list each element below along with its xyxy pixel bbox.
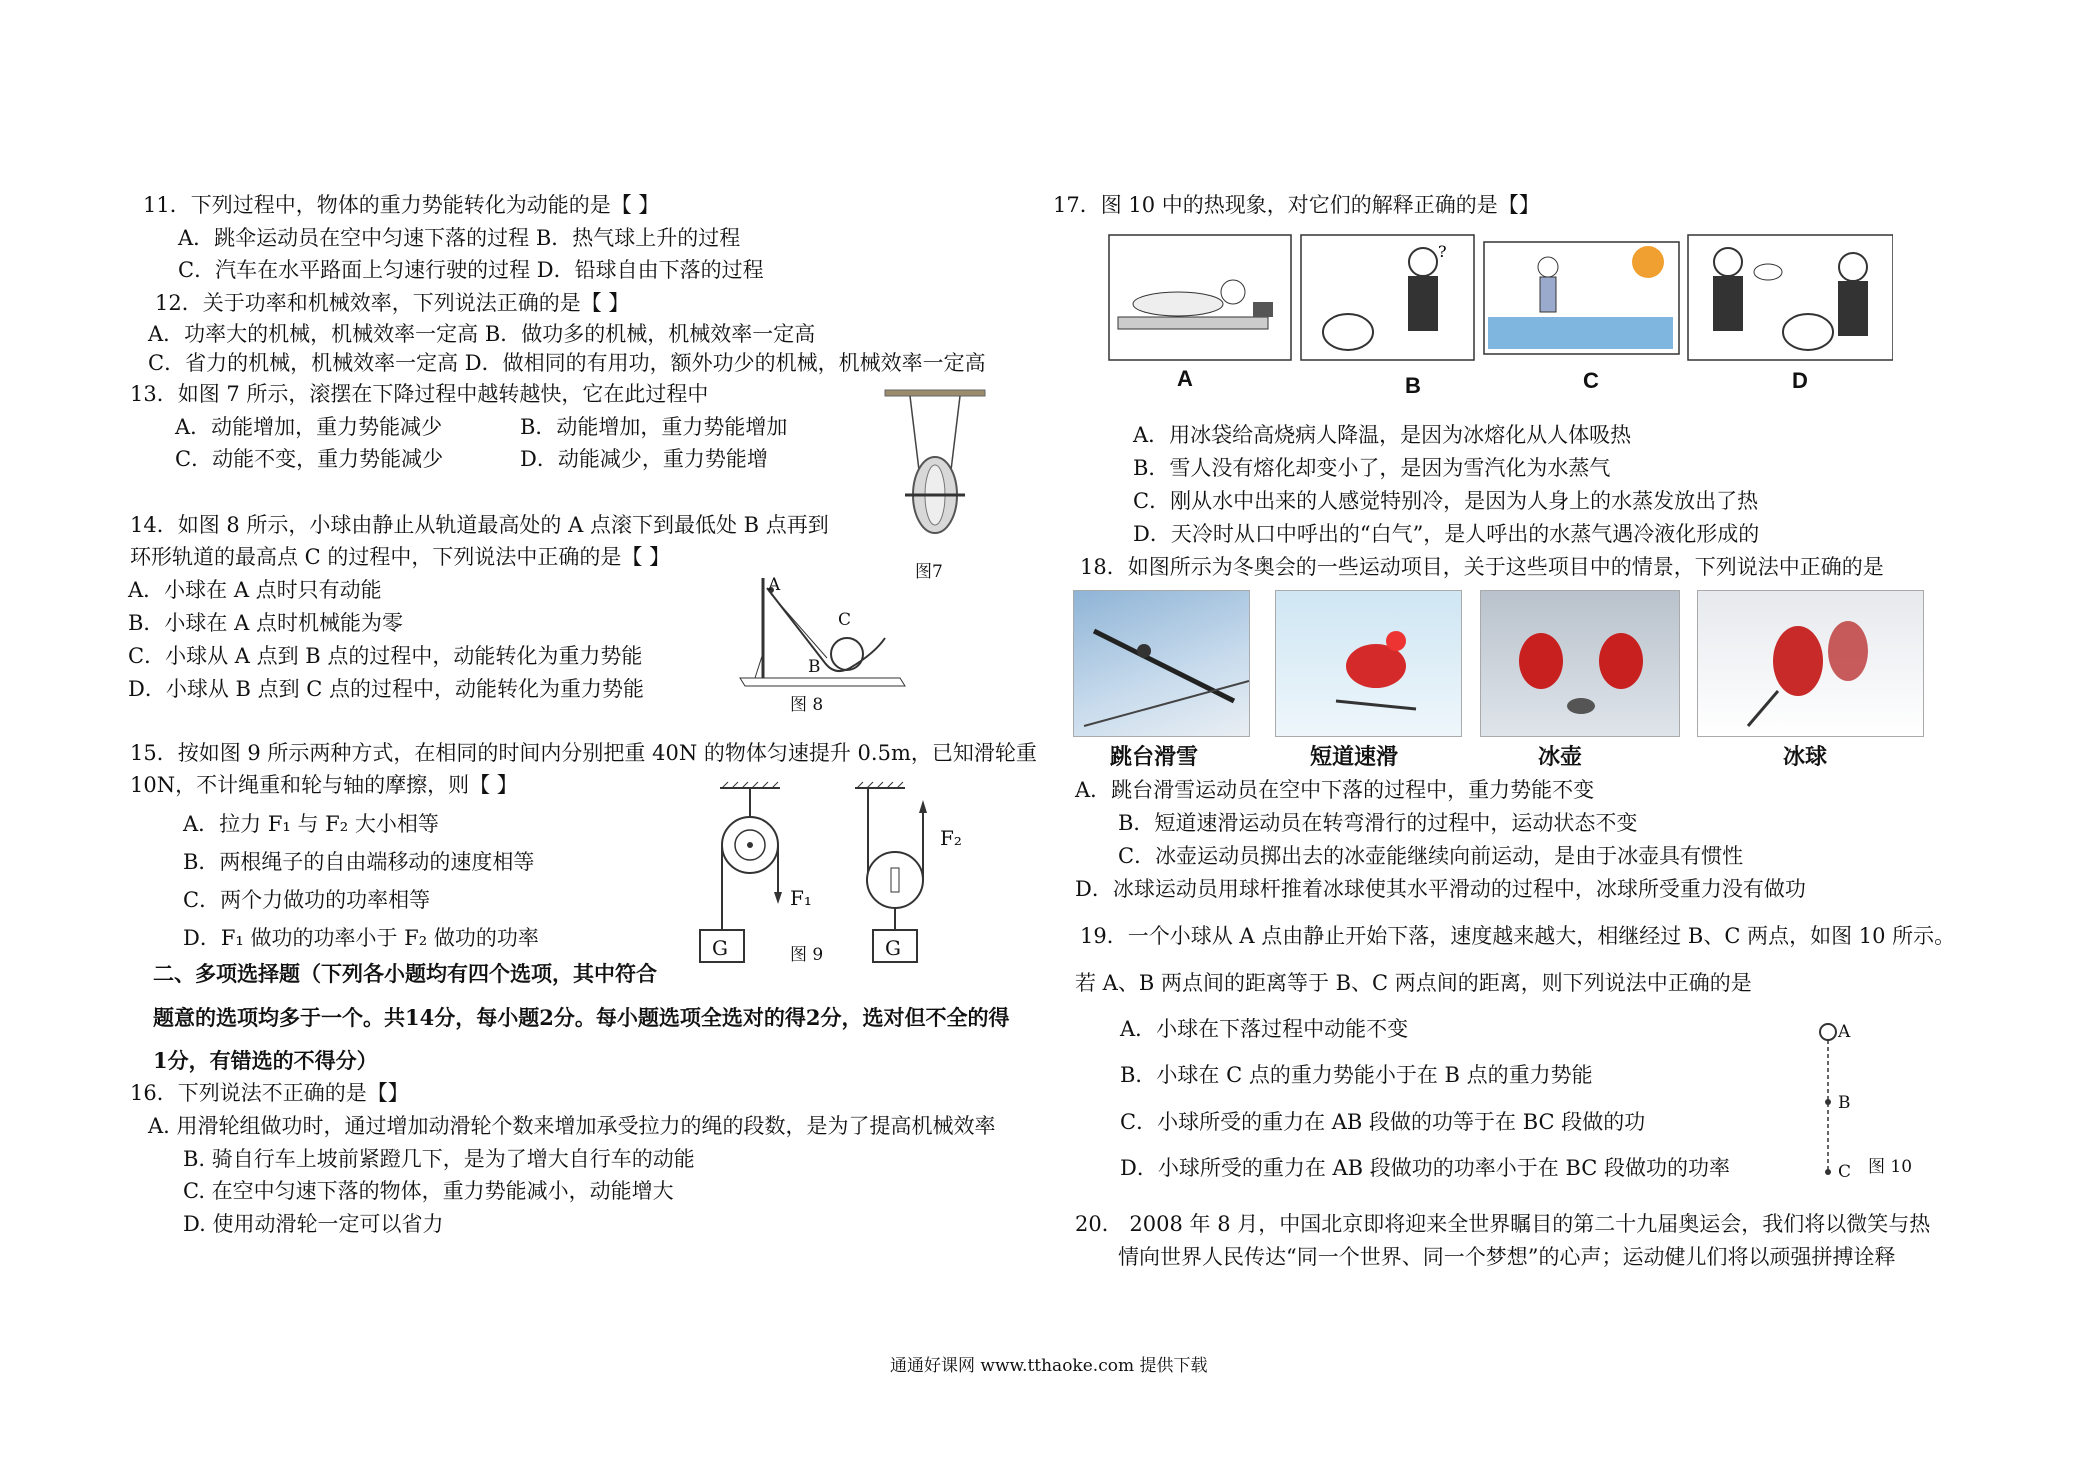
- q17-option-d: D．天冷时从口中呼出的“白气”，是人呼出的水蒸气遇冷液化形成的: [1133, 522, 1760, 546]
- figure-7-caption: 图7: [915, 562, 943, 582]
- figure-8-point-a: A: [768, 575, 781, 595]
- q14-option-d: D．小球从 B 点到 C 点的过程中，动能转化为重力势能: [128, 677, 645, 701]
- q15-option-c: C．两个力做功的功率相等: [183, 888, 431, 912]
- photo-label-curling: 冰壶: [1538, 744, 1583, 769]
- photo-label-short-track: 短道速滑: [1310, 744, 1399, 769]
- q18-option-d: D．冰球运动员用球杆推着冰球使其水平滑动的过程中，冰球所受重力没有做功: [1075, 877, 1806, 901]
- section-2-heading-line3: 1分，有错选的不得分）: [153, 1048, 378, 1073]
- figure-9-weight-left: G: [712, 936, 728, 960]
- q18-option-a: A．跳台滑雪运动员在空中下落的过程中，重力势能不变: [1075, 778, 1595, 802]
- q13-option-c: C．动能不变，重力势能减少: [175, 447, 444, 471]
- figure-9-caption: 图 9: [790, 945, 824, 965]
- q14-option-a: A．小球在 A 点时只有动能: [128, 578, 382, 602]
- q17-option-c: C．刚从水中出来的人感觉特别冷，是因为人身上的水蒸发放出了热: [1133, 489, 1759, 513]
- q12-options-ab: A．功率大的机械，机械效率一定高 B．做功多的机械，机械效率一定高: [148, 322, 816, 346]
- figure-10-point-c: C: [1838, 1162, 1852, 1182]
- q13-stem: 13．如图 7 所示，滚摆在下降过程中越转越快，它在此过程中: [130, 382, 709, 406]
- q19-stem-line2: 若 A、B 两点间的距离等于 B、C 两点间的距离，则下列说法中正确的是: [1075, 971, 1752, 995]
- figure-10-caption: 图 10: [1868, 1157, 1913, 1177]
- figure-10-point-b: B: [1838, 1093, 1851, 1113]
- q18-stem: 18．如图所示为冬奥会的一些运动项目，关于这些项目中的情景，下列说法中正确的是: [1080, 555, 1884, 579]
- svg-text:?: ?: [1438, 242, 1447, 261]
- page-footer: 通通好课网 www.tthaoke.com 提供下载: [890, 1356, 1208, 1376]
- q11-options-cd: C．汽车在水平路面上匀速行驶的过程 D．铅球自由下落的过程: [178, 258, 764, 282]
- q14-stem-line2: 环形轨道的最高点 C 的过程中，下列说法中正确的是【 】: [130, 545, 671, 569]
- q15-option-d: D．F₁ 做功的功率小于 F₂ 做功的功率: [183, 926, 539, 950]
- q15-stem-line2: 10N，不计绳重和轮与轴的摩擦，则【 】: [130, 773, 518, 797]
- q15-option-a: A．拉力 F₁ 与 F₂ 大小相等: [183, 812, 439, 836]
- q13-option-b: B．动能增加，重力势能增加: [520, 415, 788, 439]
- photo-ski-jumping: [1073, 590, 1250, 737]
- q19-option-d: D．小球所受的重力在 AB 段做功的功率小于在 BC 段做功的功率: [1120, 1156, 1731, 1180]
- q19-option-a: A．小球在下落过程中动能不变: [1120, 1017, 1409, 1041]
- figure-9-force-f2: F₂: [940, 826, 962, 850]
- figure-10-point-a: A: [1838, 1022, 1851, 1042]
- q18-option-c: C．冰壶运动员掷出去的冰壶能继续向前运动，是由于冰壶具有惯性: [1118, 844, 1744, 868]
- q20-line2: 情向世界人民传达“同一个世界、同一个梦想”的心声；运动健儿们将以顽强拼搏诠释: [1118, 1245, 1896, 1269]
- q14-option-c: C．小球从 A 点到 B 点的过程中，动能转化为重力势能: [128, 644, 643, 668]
- q16-stem: 16．下列说法不正确的是【】: [130, 1081, 409, 1105]
- section-2-heading-line2: 题意的选项均多于一个。共14分，每小题2分。每小题选项全选对的得2分，选对但不全的得: [153, 1005, 1010, 1030]
- photo-ice-hockey: [1697, 590, 1924, 737]
- q19-option-b: B．小球在 C 点的重力势能小于在 B 点的重力势能: [1120, 1063, 1593, 1087]
- q18-option-b: B．短道速滑运动员在转弯滑行的过程中，运动状态不变: [1118, 811, 1638, 835]
- q13-option-a: A．动能增加，重力势能减少: [175, 415, 443, 439]
- q14-option-b: B．小球在 A 点时机械能为零: [128, 611, 403, 635]
- q15-stem-line1: 15．按如图 9 所示两种方式，在相同的时间内分别把重 40N 的物体匀速提升 0.5m，已知滑轮重: [130, 741, 1037, 765]
- photo-label-ski-jumping: 跳台滑雪: [1110, 744, 1199, 769]
- q14-stem-line1: 14．如图 8 所示，小球由静止从轨道最高处的 A 点滚下到最低处 B 点再到: [130, 513, 829, 537]
- q11-stem: 11．下列过程中，物体的重力势能转化为动能的是【 】: [143, 193, 660, 217]
- q15-option-b: B．两根绳子的自由端移动的速度相等: [183, 850, 535, 874]
- photo-curling: [1480, 590, 1680, 737]
- figure-8-loop-track: [735, 568, 910, 688]
- q19-stem-line1: 19．一个小球从 A 点由静止开始下落，速度越来越大，相继经过 B、C 两点，如图 10 所示。: [1080, 924, 1956, 948]
- q17-cartoon-panels: [1108, 232, 1893, 362]
- q17-option-a: A．用冰袋给高烧病人降温，是因为冰熔化从人体吸热: [1133, 423, 1632, 447]
- q17-option-b: B．雪人没有熔化却变小了，是因为雪汽化为水蒸气: [1133, 456, 1611, 480]
- figure-7-rolling-pendulum: [880, 385, 990, 545]
- q17-panel-label-c: C: [1583, 368, 1599, 393]
- figure-8-point-b: B: [808, 657, 821, 677]
- q12-options-cd: C．省力的机械，机械效率一定高 D．做相同的有用功，额外功少的机械，机械效率一定高: [148, 351, 986, 375]
- section-2-heading-line1: 二、多项选择题（下列各小题均有四个选项，其中符合: [153, 961, 657, 986]
- figure-9-force-f1: F₁: [790, 886, 812, 910]
- figure-8-caption: 图 8: [790, 695, 824, 715]
- q19-option-c: C．小球所受的重力在 AB 段做的功等于在 BC 段做的功: [1120, 1110, 1646, 1134]
- q13-option-d: D．动能减少，重力势能增: [520, 447, 768, 471]
- q17-stem: 17．图 10 中的热现象，对它们的解释正确的是【】: [1053, 193, 1540, 217]
- photo-short-track: [1275, 590, 1462, 737]
- q16-option-c: C. 在空中匀速下落的物体，重力势能减小，动能增大: [183, 1179, 674, 1203]
- q16-option-a: A. 用滑轮组做功时，通过增加动滑轮个数来增加承受拉力的绳的段数，是为了提高机械效率: [148, 1114, 996, 1138]
- q11-options-ab: A．跳伞运动员在空中匀速下落的过程 B．热气球上升的过程: [178, 226, 741, 250]
- q16-option-d: D. 使用动滑轮一定可以省力: [183, 1212, 444, 1236]
- figure-9-pulleys: [690, 780, 970, 970]
- q16-option-b: B. 骑自行车上坡前紧蹬几下，是为了增大自行车的动能: [183, 1147, 695, 1171]
- figure-9-weight-right: G: [885, 936, 901, 960]
- q17-panel-label-a: A: [1177, 366, 1193, 391]
- q20-line1: 20． 2008 年 8 月，中国北京即将迎来全世界瞩目的第二十九届奥运会，我们将以微笑与热: [1075, 1212, 1931, 1236]
- q12-stem: 12．关于功率和机械效率，下列说法正确的是【 】: [155, 291, 630, 315]
- photo-label-ice-hockey: 冰球: [1783, 744, 1828, 769]
- q17-panel-label-b: B: [1405, 373, 1421, 398]
- figure-8-point-c: C: [838, 610, 852, 630]
- q17-panel-label-d: D: [1792, 368, 1808, 393]
